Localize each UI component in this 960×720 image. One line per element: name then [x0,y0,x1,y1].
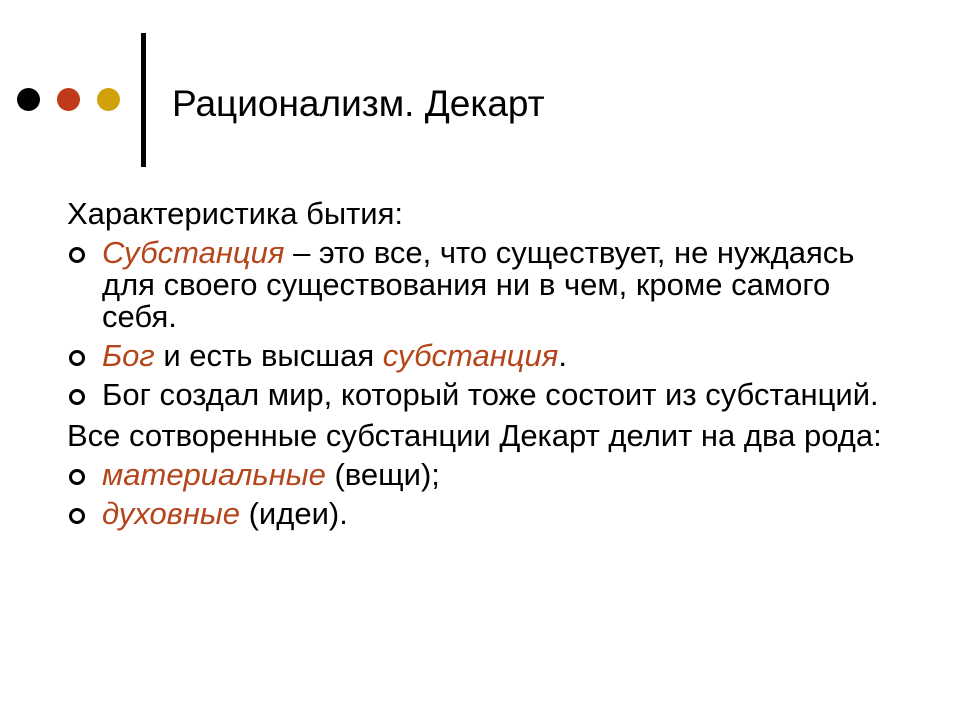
term-substance: Субстанция [102,235,285,270]
slide-title: Рационализм. Декарт [172,83,545,124]
decorative-dot-gold [97,88,120,111]
intro-heading: Характеристика бытия: [67,196,404,231]
hollow-circle-bullet-icon [69,389,85,405]
term-spiritual: духовные [102,496,240,531]
hollow-circle-bullet-icon [69,350,85,366]
god-end-text: . [558,338,567,373]
god-middle-text: и есть высшая [154,338,383,373]
decorative-dot-black [17,88,40,111]
definition-text: – это все, что существует, не нуждаясь для своего существования ни в чем, кроме самого себя. [102,235,855,334]
bullet-world-creation [67,379,907,411]
bullet-substance-definition [67,237,907,333]
bullet-material [67,459,907,491]
material-text: (вещи); [325,457,440,492]
hollow-circle-bullet-icon [69,508,85,524]
world-creation-text: Бог создал мир, который тоже состоит из субстанций. [102,377,879,412]
title-divider-line [141,33,146,167]
substance-kinds-paragraph: Все сотворенные субстанции Декарт делит на два рода: [67,418,882,453]
hollow-circle-bullet-icon [69,247,85,263]
decorative-dot-red [57,88,80,111]
hollow-circle-bullet-icon [69,469,85,485]
bullet-god-substance [67,340,907,372]
term-substance-2: субстанция [382,338,559,373]
term-god: Бог [102,338,155,373]
spiritual-text: (идеи). [239,496,348,531]
bullet-spiritual [67,498,907,530]
slide-body [67,196,907,537]
term-material: материальные [102,457,326,492]
